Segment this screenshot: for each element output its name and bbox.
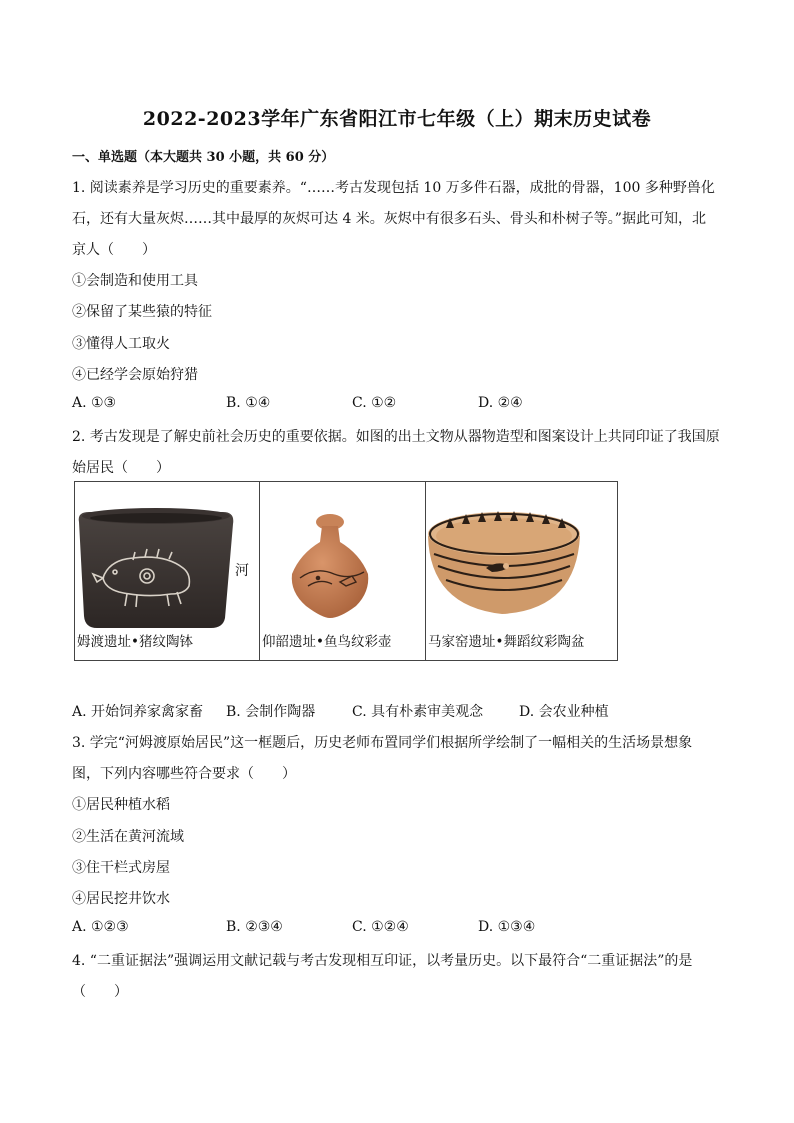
option-c[interactable]: C. 具有朴素审美观念 [352,704,484,720]
option-b[interactable]: B. ②③④ [226,919,283,935]
pig-pattern-bowl-image [75,482,259,632]
question-text-line: （ ） [72,984,128,1000]
option-d[interactable]: D. 会农业种植 [519,704,609,720]
question-text-line: 3. 学完“河姆渡原始居民”这一框题后，历史老师布置同学们根据所学绘制了一幅相关的生活场景想象 [72,735,693,751]
option-c[interactable]: C. ①②④ [352,919,409,935]
option-a[interactable]: A. ①③ [72,395,117,411]
section-heading: 一、单选题（本大题共 30 小题，共 60 分） [72,150,335,165]
artifact-figure-table [74,481,618,661]
caption-fragment: 河 [235,563,249,579]
statement-item: ④已经学会原始狩猎 [72,367,198,383]
question-text-line: 1. 阅读素养是学习历史的重要素养。“……考古发现包括 10 万多件石器，成批的骨器，100 多种野兽化 [72,180,715,196]
statement-item: ④居民挖井饮水 [72,891,170,907]
question-text-line: 2. 考古发现是了解史前社会历史的重要依据。如图的出土文物从器物造型和图案设计上共同印证了我国原 [72,429,720,445]
question-text-line: 4. “二重证据法”强调运用文献记载与考古发现相互印证，以考量历史。以下最符合“二重证据法”的是 [72,953,693,969]
question-text-line: 京人（ ） [72,242,156,258]
exam-title: 2022-2023学年广东省阳江市七年级（上）期末历史试卷 [142,108,652,130]
option-a[interactable]: A. ①②③ [72,919,129,935]
option-c[interactable]: C. ①② [352,395,397,411]
caption-fish-bird-pot: 仰韶遗址•鱼鸟纹彩壶 [262,634,392,650]
dancing-pattern-basin-image [426,482,618,632]
figure-cell-majiayao [425,482,617,660]
option-a[interactable]: A. 开始饲养家禽家畜 [72,704,204,720]
figure-cell-yangshao [259,482,425,660]
statement-item: ③懂得人工取火 [72,336,170,352]
statement-item: ③住干栏式房屋 [72,860,170,876]
caption-dancing-basin: 马家窑遗址•舞蹈纹彩陶盆 [428,634,585,650]
option-b[interactable]: B. ①④ [226,395,271,411]
option-d[interactable]: D. ①③④ [478,919,536,935]
statement-item: ①会制造和使用工具 [72,273,198,289]
statement-item: ①居民种植水稻 [72,797,170,813]
figure-cell-hemudu [75,482,259,660]
statement-item: ②保留了某些猿的特征 [72,304,212,320]
question-text-line: 石，还有大量灰烬……其中最厚的灰烬可达 4 米。灰烬中有很多石头、骨头和朴树子等。”据此可知，北 [72,211,706,227]
statement-item: ②生活在黄河流域 [72,829,184,845]
option-d[interactable]: D. ②④ [478,395,523,411]
caption-pig-bowl: 姆渡遗址•猪纹陶钵 [77,634,193,650]
question-text-line: 图，下列内容哪些符合要求（ ） [72,766,296,782]
question-text-line: 始居民（ ） [72,460,170,476]
option-b[interactable]: B. 会制作陶器 [226,704,316,720]
fish-bird-pot-image [260,482,426,632]
